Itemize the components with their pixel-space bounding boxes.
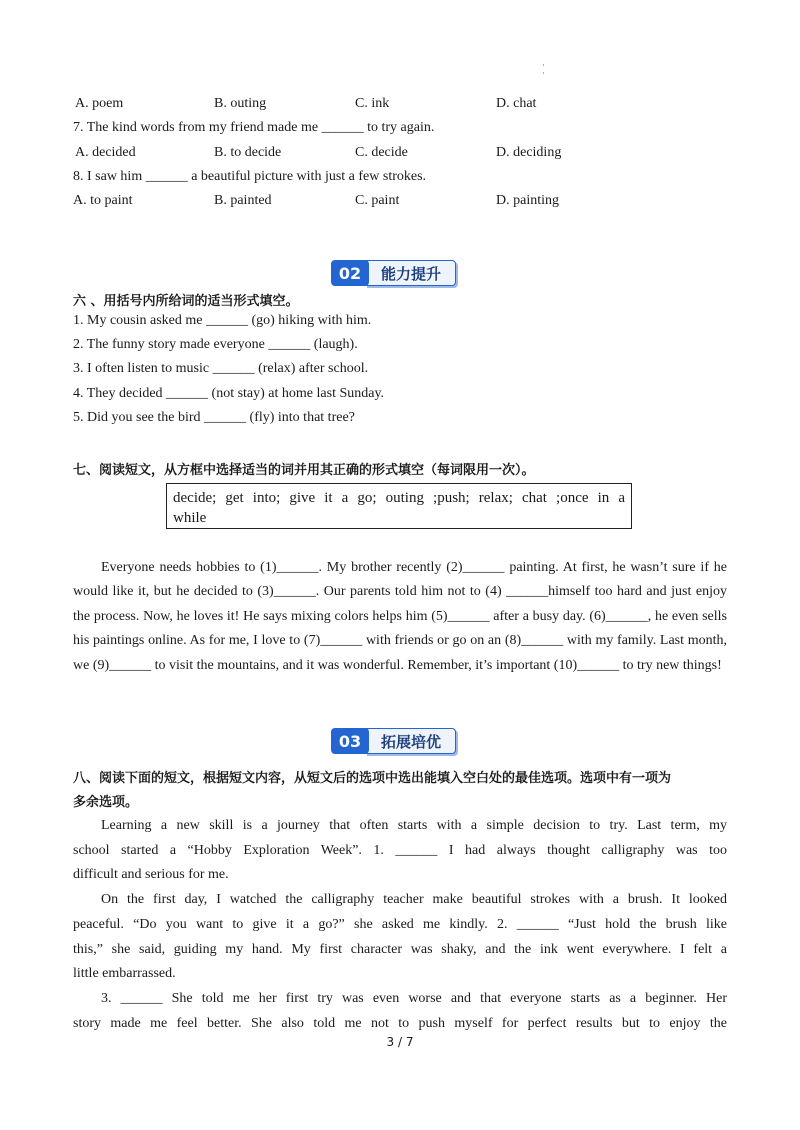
- part8-p2-line-1: On the first day, I watched the calligraphy teacher make beautiful strokes with a brush. It looked: [101, 892, 727, 908]
- section-02-badge: [331, 259, 456, 287]
- q6-option-c: C. ink: [355, 96, 390, 111]
- part8-p1-line-1: Learning a new skill is a journey that often starts with a simple decision to try. Last term, my: [101, 818, 727, 833]
- word-box: decide; get into; give it a go; outing ;push; relax; chat ;once in a while: [166, 483, 632, 529]
- q6-option-a: A. poem: [75, 96, 124, 111]
- q7-option-d: D. deciding: [496, 145, 562, 160]
- section-03-number: 03: [331, 728, 369, 754]
- part7-line-2: would like it, but he decided to (3)______. Our parents told him not to (4) ______himself too hard and just enjoy: [73, 584, 727, 600]
- section-02-number: 02: [331, 260, 369, 286]
- part7-heading: 七、阅读短文，从方框中选择适当的词并用其正确的形式填空（每词限用一次）。: [73, 463, 535, 478]
- part8-p1-line-2: school started a “Hobby Exploration Week”. 1. ______ I had always thought calligraphy was too: [73, 842, 727, 858]
- part6-item-2: 2. The funny story made everyone ______ (laugh).: [73, 337, 358, 352]
- part6-item-1: 1. My cousin asked me ______ (go) hiking with him.: [73, 313, 372, 328]
- part8-p2-line-4: little embarrassed.: [73, 966, 176, 982]
- q8-stem: 8. I saw him ______ a beautiful picture with just a few strokes.: [73, 169, 427, 184]
- part6-item-5: 5. Did you see the bird ______ (fly) into that tree?: [73, 410, 355, 425]
- q7-stem: 7. The kind words from my friend made me ______ to try again.: [73, 120, 435, 135]
- part8-heading-line-1: 八、阅读下面的短文，根据短文内容，从短文后的选项中选出能填入空白处的最佳选项。选项中有一项为: [73, 771, 672, 786]
- part7-line-1: Everyone needs hobbies to (1)______. My brother recently (2)______ painting. At first, he wasn’t sure if he: [101, 560, 727, 575]
- part6-item-3: 3. I often listen to music ______ (relax) after school.: [73, 361, 369, 376]
- part7-passage: [73, 556, 727, 678]
- section-03-title: 拓展培优: [365, 728, 456, 754]
- part8-heading-line-2: 多余选项。: [73, 795, 139, 810]
- part8-p3-line-1: 3. ______ She told me her first try was even worse and that everyone starts as a beginner. Her: [101, 990, 727, 1006]
- q6-option-d: D. chat: [496, 96, 537, 111]
- page-number: 3 / 7: [386, 1035, 414, 1049]
- part8-p1-line-3: difficult and serious for me.: [73, 867, 229, 883]
- part7-line-5: we (9)______ to visit the mountains, and it was wonderful. Remember, it’s important (10)______ to try new things!: [73, 657, 722, 673]
- section-02-title: 能力提升: [365, 260, 456, 286]
- q7-option-a: A. decided: [75, 145, 136, 160]
- q7-option-b: B. to decide: [214, 145, 282, 160]
- part6-item-4: 4. They decided ______ (not stay) at home last Sunday.: [73, 386, 385, 401]
- section-03-badge: [331, 727, 456, 755]
- part8-p2-line-2: peaceful. “Do you want to give it a go?” she asked me kindly. 2. ______ “Just hold the brush like: [73, 916, 727, 932]
- part8-p2-line-3: this,” she said, guiding my hand. My first character was shaky, and the ink went everywhere. I felt a: [73, 941, 727, 957]
- q8-option-d: D. painting: [496, 193, 559, 208]
- q6-option-b: B. outing: [214, 96, 267, 111]
- decorative-dots: · ·: [542, 61, 545, 79]
- part6-heading: 六 、用括号内所给词的适当形式填空。: [73, 294, 299, 309]
- q8-option-a: A. to paint: [73, 193, 133, 208]
- q8-option-b: B. painted: [214, 193, 272, 208]
- part8-passage: [73, 814, 727, 1036]
- q8-option-c: C. paint: [355, 193, 400, 208]
- q7-option-c: C. decide: [355, 145, 408, 160]
- part7-line-4: his paintings online. As for me, I love to (7)______ with friends or go on an (8)______ with my family. Last month,: [73, 633, 727, 649]
- part7-line-3: the process. Now, he loves it! He says mixing colors helps him (5)______ after a busy day. (6)______, he even sells: [73, 608, 727, 624]
- part8-p3-line-2: story made me feel better. She also told me not to push myself for perfect results but to enjoy the: [73, 1015, 727, 1031]
